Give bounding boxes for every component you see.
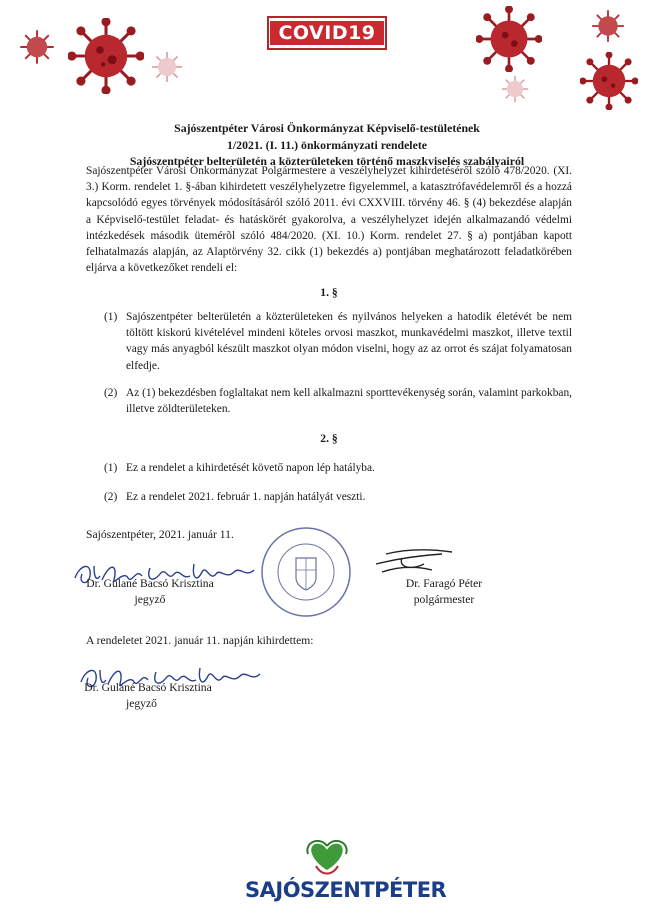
paragraph-number: (2) [104,491,118,503]
title-line-3: Sajószentpéter belterületén a közterületeken történő maszkviselés szabályairól [129,154,525,168]
virus-decoration-top-left-small [18,28,56,66]
mayor-title: polgármester [413,593,475,606]
paragraph-text: Ez a rendelet a kihirdetését követő napon lép hatályba. [126,462,375,474]
virus-decoration-top-right-faint [500,74,530,104]
section-2-paragraph-1 [104,460,572,476]
mayor-handwritten-signature [372,544,456,580]
paragraph-text: Sajószentpéter belterületén a közterületeken és nyilvános helyeken a hatodik életévét be nem töltött kiskorú kivételével mindeni köteles orvosi maszkot, munkavédelmi maszkot, illetve textil vagy más anyagból készült maszkot olyan módon viselni, hogy az az orrot és szájat folyamatosan elfedje. [126,311,572,372]
section-2-paragraph-2 [104,489,572,505]
town-logo-emblem-icon [298,840,356,880]
paragraph-text: Ez a rendelet 2021. február 1. napján hatályát veszti. [126,491,366,503]
announcement-signer-title: jegyző [126,697,157,710]
paragraph-number: (2) [104,387,118,399]
paragraph-number: (1) [104,311,118,323]
announcement-text: A rendeletet 2021. január 11. napján kihirdettem: [86,634,314,647]
title-line-2: 1/2021. (I. 11.) önkormányzati rendelete [227,137,427,152]
municipality-stamp [258,524,354,620]
section-1-paragraph-2 [104,385,572,417]
virus-decoration-top-right-medium [580,52,638,110]
virus-decoration-top-right-large [476,6,542,72]
place-and-date: Sajószentpéter, 2021. január 11. [86,528,234,541]
virus-decoration-top-left-large [68,18,144,94]
covid19-badge-text: COVID19 [270,21,383,45]
announcement-signer-name: Dr. Gulané Bacsó Krisztina [84,681,212,694]
section-1-paragraph-1 [104,309,572,374]
paragraph-text: Az (1) bekezdésben foglaltakat nem kell alkalmazni sporttevékenység során, valamint parkokban, illetve zöldterületeken. [126,387,572,416]
section-2-heading: 2. § [320,432,338,445]
notary-title: jegyző [134,593,166,606]
covid19-badge [267,16,387,50]
mayor-name: Dr. Faragó Péter [405,577,483,590]
preamble-paragraph: Sajószentpéter Városi Önkormányzat Polgármestere a veszélyhelyzet kihirdetéséről szóló 478/2020. (XI. 3.) Korm. rendelet 1. §-ában kihirdetett veszélyhelyzetre figyelemmel, a katasztrófavédelemről és a hozzá kapcsolódó egyes törvények módosításáról szóló 2011. évi CXXVIII. törvény 46. § (4) bekezdése alapján a Képviselő-testület feladat- és hatáskörét gyakorolva, a veszélyhelyzet idején alkalmazandó védelmi intézkedések második ütemérõl szóló 484/2020. (XI. 10.) Korm. rendelet 27. § a) pontjában kapott felhatalmazás alapján, az Alaptörvény 32. cikk (1) bekezdés a) pontjában meghatározott feladatkörében eljárva a következőket rendeli el: [86,165,572,275]
town-logo-wordmark: SAJÓSZENTPÉTER [245,878,447,902]
section-1-heading: 1. § [320,286,338,299]
virus-decoration-top-left-faint [150,50,184,84]
paragraph-number: (1) [104,462,118,474]
title-line-1: Sajószentpéter Városi Önkormányzat Képviselő-testületének [174,121,480,135]
virus-decoration-top-right-small [590,8,626,44]
notary-name: Dr. Gulané Bacsó Krisztina [86,577,214,590]
